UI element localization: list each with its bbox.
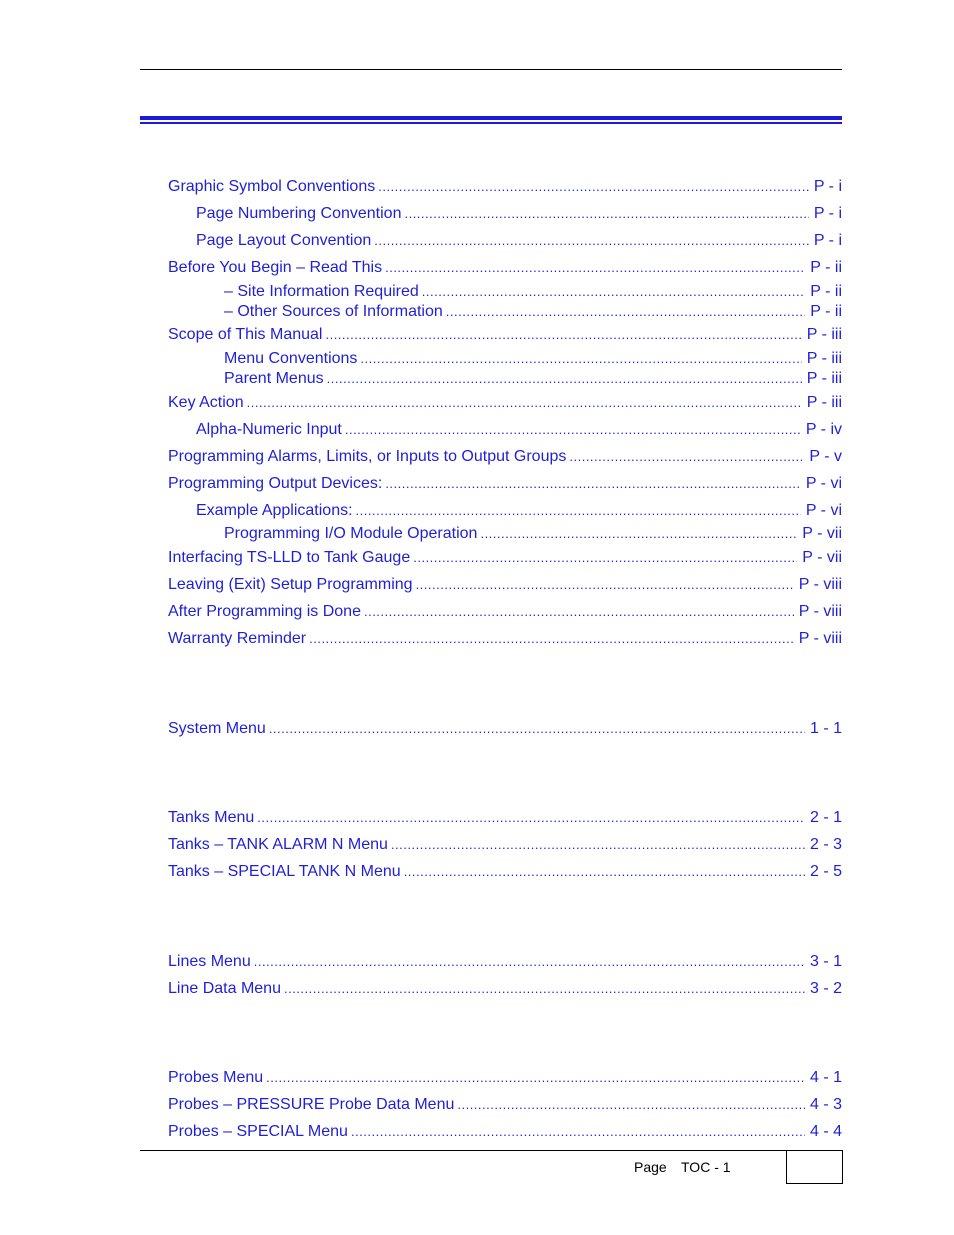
toc-entry-page: P - vii: [802, 549, 842, 566]
toc-entry-page: 3 - 2: [809, 980, 842, 997]
toc-entry-page: 2 - 1: [809, 809, 842, 826]
header-blue-rule-thin: [140, 122, 842, 124]
header-blue-rule-thick: [140, 116, 842, 120]
toc-entry-page: P - ii: [810, 259, 842, 276]
dot-leader: [446, 302, 806, 322]
toc-entry-example-applications[interactable]: [196, 501, 842, 521]
toc-entry-leaving-setup[interactable]: [168, 575, 842, 595]
toc-entry-probes-menu[interactable]: [168, 1068, 842, 1088]
toc-entry-programming-output-devices[interactable]: [168, 474, 842, 494]
toc-entry-parent-menus[interactable]: [224, 369, 842, 389]
dot-leader: [351, 1122, 805, 1142]
toc-entry-title: Warranty Reminder: [168, 630, 307, 647]
toc-entry-title: – Other Sources of Information: [224, 303, 443, 320]
dot-leader: [269, 719, 805, 739]
toc-entry-scope-of-this-manual[interactable]: [168, 325, 842, 345]
dot-leader: [569, 447, 804, 467]
dot-leader: [404, 862, 805, 882]
toc-entry-title: Tanks – SPECIAL TANK N Menu: [168, 863, 401, 880]
toc-entry-title: Probes – PRESSURE Probe Data Menu: [168, 1096, 455, 1113]
toc-entry-title: Page Layout Convention: [196, 232, 372, 249]
toc-entry-system-menu[interactable]: [168, 719, 842, 739]
toc-entry-page: 3 - 1: [809, 953, 842, 970]
dot-leader: [385, 258, 805, 278]
dot-leader: [416, 575, 794, 595]
dot-leader: [325, 325, 801, 345]
toc-entry-page-numbering-convention[interactable]: [196, 204, 842, 224]
dot-leader: [247, 393, 802, 413]
toc-entry-title: Programming Alarms, Limits, or Inputs to Output Groups: [168, 448, 567, 465]
footer-box: [786, 1150, 843, 1184]
dot-leader: [345, 420, 801, 440]
toc-entry-title: Probes Menu: [168, 1069, 264, 1086]
toc-entry-page: 2 - 5: [809, 863, 842, 880]
toc-entry-title: Lines Menu: [168, 953, 251, 970]
footer-page-label: Page: [634, 1159, 667, 1175]
toc-entry-page: P - i: [813, 205, 842, 222]
toc-entry-warranty-reminder[interactable]: [168, 629, 842, 649]
toc-entry-page: 4 - 1: [809, 1069, 842, 1086]
toc-entry-title: Scope of This Manual: [168, 326, 323, 343]
dot-leader: [327, 369, 802, 389]
toc-entry-title: Alpha-Numeric Input: [196, 421, 342, 438]
toc-entry-key-action[interactable]: [168, 393, 842, 413]
toc-entry-probes-pressure-menu[interactable]: [168, 1095, 842, 1115]
toc-entry-page: P - iii: [806, 326, 842, 343]
toc-entry-title: – Site Information Required: [224, 283, 419, 300]
toc-entry-page: P - vii: [802, 525, 842, 542]
dot-leader: [284, 979, 805, 999]
toc-entry-programming-io-module[interactable]: [224, 524, 842, 544]
toc-entry-page: 1 - 1: [809, 720, 842, 737]
toc-entry-page: P - i: [813, 178, 842, 195]
dot-leader: [378, 177, 809, 197]
toc-entry-probes-special-menu[interactable]: [168, 1122, 842, 1142]
toc-entry-after-programming[interactable]: [168, 602, 842, 622]
dot-leader: [480, 524, 797, 544]
toc-entry-page: 2 - 3: [809, 836, 842, 853]
toc-entry-other-sources[interactable]: [224, 302, 842, 322]
toc-entry-title: System Menu: [168, 720, 266, 737]
toc-entry-title: Parent Menus: [224, 370, 324, 387]
toc-entry-page: P - iv: [805, 421, 842, 438]
toc-entry-page: P - viii: [798, 630, 842, 647]
dot-leader: [266, 1068, 805, 1088]
dot-leader: [254, 952, 805, 972]
dot-leader: [374, 231, 809, 251]
footer-page-number: TOC - 1: [681, 1159, 731, 1175]
toc-entry-title: Programming I/O Module Operation: [224, 525, 478, 542]
toc-entry-title: Line Data Menu: [168, 980, 281, 997]
dot-leader: [309, 629, 794, 649]
toc-entry-title: Leaving (Exit) Setup Programming: [168, 576, 413, 593]
toc-entry-page: P - ii: [810, 303, 842, 320]
toc-entry-title: Tanks Menu: [168, 809, 255, 826]
toc-entry-alpha-numeric-input[interactable]: [196, 420, 842, 440]
toc-entry-page-layout-convention[interactable]: [196, 231, 842, 251]
dot-leader: [391, 835, 805, 855]
dot-leader: [360, 349, 801, 369]
toc-entry-graphic-symbol-conventions[interactable]: [168, 177, 842, 197]
toc-entry-title: Graphic Symbol Conventions: [168, 178, 376, 195]
dot-leader: [422, 282, 806, 302]
toc-entry-page: P - iii: [806, 370, 842, 387]
toc-entry-tanks-special-menu[interactable]: [168, 862, 842, 882]
toc-entry-page: P - viii: [798, 603, 842, 620]
toc-entry-title: Interfacing TS-LLD to Tank Gauge: [168, 549, 411, 566]
toc-entry-page: 4 - 4: [809, 1123, 842, 1140]
toc-entry-title: Key Action: [168, 394, 244, 411]
toc-entry-title: Before You Begin – Read This: [168, 259, 383, 276]
dot-leader: [356, 501, 801, 521]
toc-entry-title: Probes – SPECIAL Menu: [168, 1123, 348, 1140]
toc-entry-page: P - v: [809, 448, 842, 465]
header-rule: [140, 69, 842, 70]
toc-entry-page: P - vi: [805, 475, 842, 492]
toc-entry-page: P - ii: [810, 283, 842, 300]
toc-entry-page: P - i: [813, 232, 842, 249]
toc-entry-title: Menu Conventions: [224, 350, 358, 367]
toc-entry-lines-menu[interactable]: [168, 952, 842, 972]
toc-entry-programming-alarms[interactable]: [168, 447, 842, 467]
toc-entry-menu-conventions[interactable]: [224, 349, 842, 369]
toc-entry-before-you-begin[interactable]: [168, 258, 842, 278]
toc-entry-page: P - vi: [805, 502, 842, 519]
toc-entry-title: Page Numbering Convention: [196, 205, 402, 222]
footer-rule: [140, 1150, 842, 1151]
toc-entry-page: P - iii: [806, 394, 842, 411]
toc-entry-title: After Programming is Done: [168, 603, 361, 620]
toc-entry-line-data-menu[interactable]: [168, 979, 842, 999]
toc-entry-page: 4 - 3: [809, 1096, 842, 1113]
dot-leader: [457, 1095, 805, 1115]
dot-leader: [257, 808, 805, 828]
dot-leader: [404, 204, 808, 224]
toc-entry-page: P - viii: [798, 576, 842, 593]
dot-leader: [413, 548, 797, 568]
toc-entry-title: Programming Output Devices:: [168, 475, 383, 492]
toc-entry-title: Example Applications:: [196, 502, 353, 519]
dot-leader: [385, 474, 801, 494]
dot-leader: [364, 602, 794, 622]
toc-entry-site-information-required[interactable]: [224, 282, 842, 302]
toc-entry-tanks-menu[interactable]: [168, 808, 842, 828]
toc-entry-tanks-alarm-menu[interactable]: [168, 835, 842, 855]
toc-entry-interfacing-ts-lld[interactable]: [168, 548, 842, 568]
toc-entry-title: Tanks – TANK ALARM N Menu: [168, 836, 388, 853]
toc-entry-page: P - iii: [806, 350, 842, 367]
